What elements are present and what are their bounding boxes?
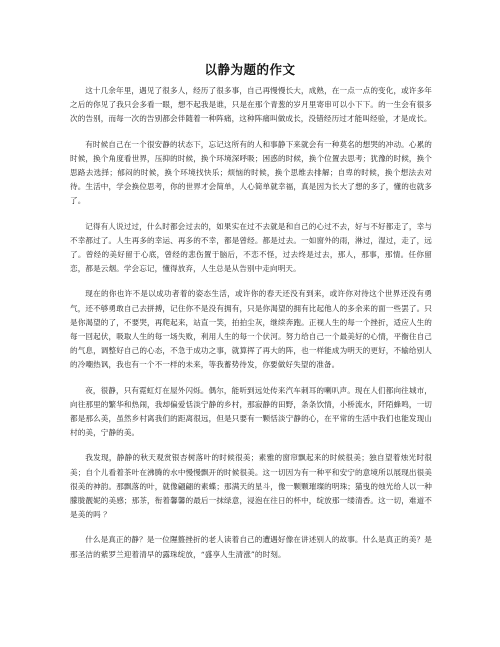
paragraph-4: 现在的你也许不是以成功者着的姿态生活，或许你的春天还没有到来，或许你对待这个世界还没有勇气，还不够勇敢自己去拼搏，记住你不是没有拥有，只是你渴望的拥有比起他人的多余来的面一些罢了。只是你渴望的了，不要哭，再爬起来，站直一笑，拍拍尘灰，继续奔跑。正视人生的每一个挫折，适应人生的每一回起伏，吸取人生的每一场失败，利用人生的每一个伏河。努力给自己一个最美好的心情，平衡住自己的气息，调整好自己的心态，不急于成功之事，就算挥了再大的阵，也一样能成为明天的更好，不输给别人的冷嘲热讽，我也有一个不一样的未来，等我蓄势待发，你要做好失望的准备。 [70, 289, 432, 370]
paragraph-6: 我发现，静静的秋天观赏银杏树落叶的时候很美；素雅的窗帘飘起来的时候很美；独自望着烛光时很美；自个儿看着茶叶在沸腾的水中慢慢飘开的时候很美。这一切因为有一种平和安宁的意境所以展现出很美很美的神韵。那飘落的叶，就像翩翩的素蝶；那满天的星斗，像一颗颗璀璨的明珠；猫曳的烛光给人以一种朦胧靓妮的美感；那茶，衔着馨馨的最后一抹绿意，浸泡在往日的杯中，绽放那一缕清香。这一切，难道不是美的吗 ？ [70, 453, 432, 520]
paragraph-3: 记得有人说过过，什么时都会过去的，如果实在过不去就是和自己的心过不去，好与不好都走了，幸与不幸都过了。人生再多的幸运、再多的不幸，都是曾经。都是过去。一如窗外的雨，淋过，湿过，走了，远了。曾经的美好留于心底，曾经的悲伤置于脑后，不恋不怪，过去终是过去，那人，那事，那情。任你留恋，都是云烟。学会忘记，懂得放弃，人生总是从告别中走向明天。 [70, 221, 432, 274]
paragraph-5: 夜，很静，只有霓虹灯在屋外闪烁。偶尔，能听到远处传来汽车刺耳的喇叭声。现在人们都向往城市，向往那里的繁华和热闹，我却偏爱恬淡宁静的乡村，那寂静的田野，条条饮情，小桥流水，阡陌蜂鸣，一切都是那么美，虽然乡村离我们的距离很远，但是只要有一颗恬淡宁静的心，在平常的生活中我们也能发现山村的美，宁静的美。 [70, 385, 432, 438]
document-body [70, 84, 432, 573]
paragraph-7: 什么是真正的静？是一位隰盩挫折的老人读着自己的遭遇好像在讲述别人的故事。什么是真正的美？是那圣洁的紫罗兰迎着清早的露珠绽放，“盛享人生清涨”的时刻。 [70, 535, 432, 559]
paragraph-2: 有时候自己在一个很安静的状态下，忘记这所有的人和事静下来就会有一种莫名的想哭的冲动。心累的时候，换个角度看世界，压抑的时候，换个环境深呼吸；困惑的时候，换个位置去思考；犹豫的时候，换个思路去选择；郁闷的时候，换个环境找快乐；烦恼的时候，换个思维去排解；自卑的时候，换个想法去对待。生活中，学会换位思考，你的世界才会简单，人心简单就幸福，真是因为长大了想的多了，懂的也就多了。 [70, 139, 432, 206]
document-title: 以静为题的作文 [204, 62, 296, 77]
paragraph-1: 这十几余年里，遇见了很多人，经历了很多事，自己再慢慢长大，成熟，在一点一点的变化，或许多年之后的你见了我只会多看一眼，想不起我是谁，只是在那个青葱的岁月里寄串可以小下下。的一生会有很多次的告别，而每一次的告别都会伴随着一种阵痛，这种阵痛叫做成长，没错经历过才能叫经验，才是成长。 [70, 86, 432, 124]
